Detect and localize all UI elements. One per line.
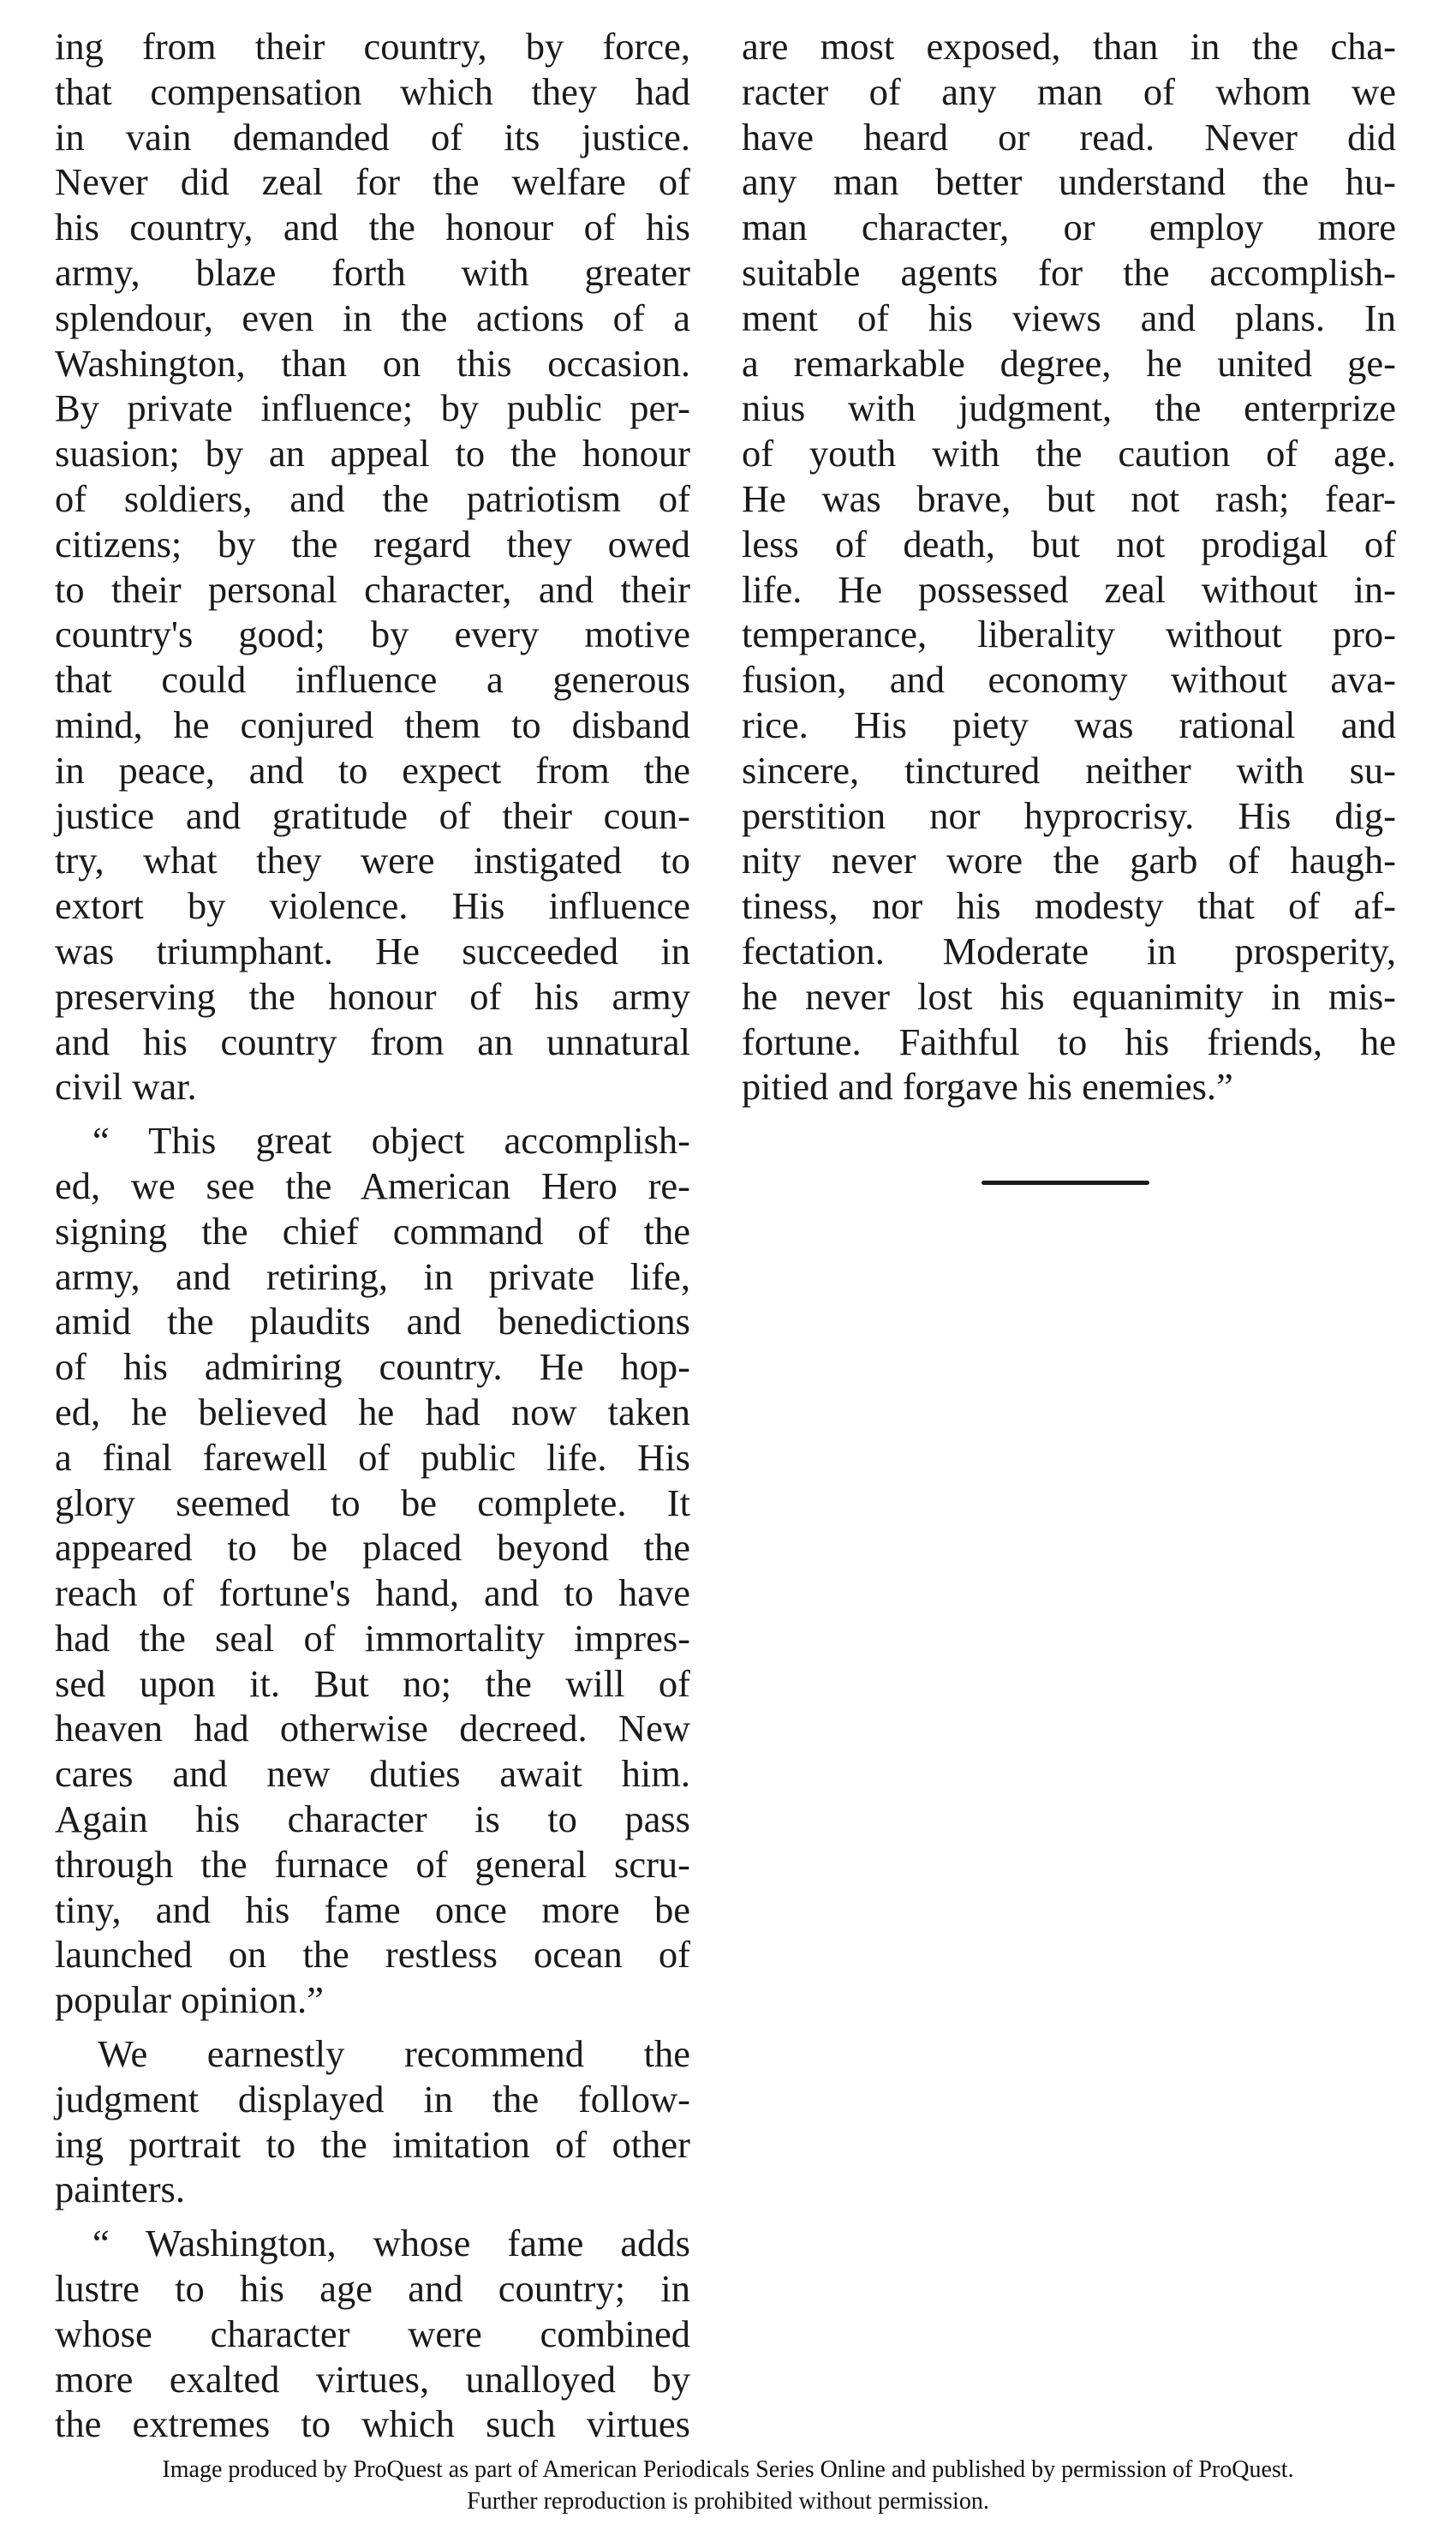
text-line: painters. [55, 2168, 185, 2211]
left-column [55, 24, 690, 2447]
text-line: perstition nor hyprocrisy. His dig- [742, 793, 1396, 837]
paragraph-gap [55, 1110, 690, 1118]
text-line: ed, he believed he had now taken [55, 1390, 690, 1433]
left-paragraph-2 [55, 1118, 690, 2023]
text-line: nity never wore the garb of haugh- [742, 839, 1396, 882]
text-line: his country, and the honour of his [55, 206, 690, 249]
text-line: ment of his views and plans. In [742, 296, 1396, 339]
text-line: launched on the restless ocean of [55, 1933, 690, 1977]
text-line: less of death, but not prodigal of [742, 522, 1396, 565]
text-line: a final farewell of public life. His [55, 1435, 690, 1479]
text-line: army, and retiring, in private life, [55, 1254, 690, 1298]
text-line: army, blaze forth with greater [55, 250, 690, 294]
text-line: suasion; by an appeal to the honour [55, 432, 690, 476]
left-paragraph-3 [55, 2031, 690, 2212]
text-line: in peace, and to expect from the [55, 748, 690, 792]
text-line: reach of fortune's hand, and to have [55, 1571, 690, 1615]
text-line: of youth with the caution of age. [742, 432, 1396, 476]
text-line: more exalted virtues, unalloyed by [55, 2357, 690, 2401]
footer-line: Image produced by ProQuest as part of American Periodicals Series Online and published by permission of ProQuest. [162, 2456, 1294, 2483]
text-line: civil war. [55, 1065, 197, 1109]
text-line: pitied and forgave his enemies.” [742, 1065, 1233, 1109]
text-line: sincere, tinctured neither with su- [742, 748, 1396, 792]
text-line: sed upon it. But no; the will of [55, 1661, 690, 1705]
text-line: rice. His piety was rational and [742, 703, 1396, 746]
text-line: Again his character is to pass [55, 1797, 690, 1841]
text-line: amid the plaudits and benedictions [55, 1300, 690, 1343]
text-line: the extremes to which such virtues [55, 2402, 690, 2446]
text-line: that compensation which they had [55, 69, 690, 113]
text-line: have heard or read. Never did [742, 115, 1396, 159]
text-line: are most exposed, than in the cha- [742, 25, 1396, 68]
text-line: a remarkable degree, he united ge- [742, 341, 1396, 385]
text-line: Never did zeal for the welfare of [55, 160, 690, 204]
text-line: country's good; by every motive [55, 613, 690, 656]
text-line: glory seemed to be complete. It [55, 1480, 690, 1524]
paragraph-gap [55, 2023, 690, 2031]
text-line: He was brave, but not rash; fear- [742, 476, 1396, 520]
text-line: to their personal character, and their [55, 567, 690, 611]
paragraph-gap [55, 2212, 690, 2221]
text-line: had the seal of immortality impres- [55, 1616, 690, 1660]
text-line: ed, we see the American Hero re- [55, 1163, 690, 1207]
text-line: tiness, nor his modesty that of af- [742, 884, 1396, 928]
right-column [742, 24, 1396, 1110]
text-line: life. He possessed zeal without in- [742, 567, 1396, 611]
text-line: of his admiring country. He hop- [55, 1345, 690, 1389]
text-line: fectation. Moderate in prosperity, [742, 929, 1396, 972]
text-line: lustre to his age and country; in [55, 2267, 690, 2311]
text-line: he never lost his equanimity in mis- [742, 974, 1396, 1018]
text-line: temperance, liberality without pro- [742, 613, 1396, 656]
text-line: ing from their country, by force, [55, 25, 690, 68]
left-paragraph-1 [55, 24, 690, 1110]
text-line: try, what they were instigated to [55, 839, 690, 882]
text-line: tiny, and his fame once more be [55, 1887, 690, 1931]
text-line: We earnestly recommend the [98, 2032, 690, 2076]
text-line: mind, he conjured them to disband [55, 703, 690, 746]
text-line: cares and new duties await him. [55, 1752, 690, 1796]
text-line: “ This great object accomplish- [92, 1119, 690, 1163]
text-line: splendour, even in the actions of a [55, 296, 690, 339]
text-line: fusion, and economy without ava- [742, 658, 1396, 702]
text-line: whose character were combined [55, 2312, 690, 2355]
text-line: “ Washington, whose fame adds [92, 2222, 690, 2265]
text-line: heaven had otherwise decreed. New [55, 1707, 690, 1750]
text-line: ing portrait to the imitation of other [55, 2122, 690, 2166]
section-divider-rule [982, 1181, 1149, 1185]
footer-line: Further reproduction is prohibited without permission. [467, 2488, 989, 2515]
text-line: popular opinion.” [55, 1978, 324, 2022]
text-line: that could influence a generous [55, 658, 690, 702]
text-line: appeared to be placed beyond the [55, 1526, 690, 1570]
text-line: and his country from an unnatural [55, 1020, 690, 1063]
text-line: of soldiers, and the patriotism of [55, 476, 690, 520]
right-paragraph-1 [742, 24, 1396, 1110]
text-line: was triumphant. He succeeded in [55, 929, 690, 972]
text-line: judgment displayed in the follow- [55, 2077, 690, 2120]
text-line: signing the chief command of the [55, 1209, 690, 1253]
text-line: man character, or employ more [742, 206, 1396, 249]
text-line: extort by violence. His influence [55, 884, 690, 928]
text-line: in vain demanded of its justice. [55, 115, 690, 159]
text-line: preserving the honour of his army [55, 974, 690, 1018]
text-line: citizens; by the regard they owed [55, 522, 690, 565]
proquest-footer [0, 2454, 1456, 2517]
text-line: any man better understand the hu- [742, 160, 1396, 204]
text-line: racter of any man of whom we [742, 69, 1396, 113]
text-line: By private influence; by public per- [55, 386, 690, 430]
text-line: nius with judgment, the enterprize [742, 386, 1396, 430]
text-line: through the furnace of general scru- [55, 1842, 690, 1886]
text-line: Washington, than on this occasion. [55, 341, 690, 385]
left-paragraph-4 [55, 2221, 690, 2447]
text-line: fortune. Faithful to his friends, he [742, 1020, 1396, 1063]
text-line: suitable agents for the accomplish- [742, 250, 1396, 294]
text-line: justice and gratitude of their coun- [55, 793, 690, 837]
